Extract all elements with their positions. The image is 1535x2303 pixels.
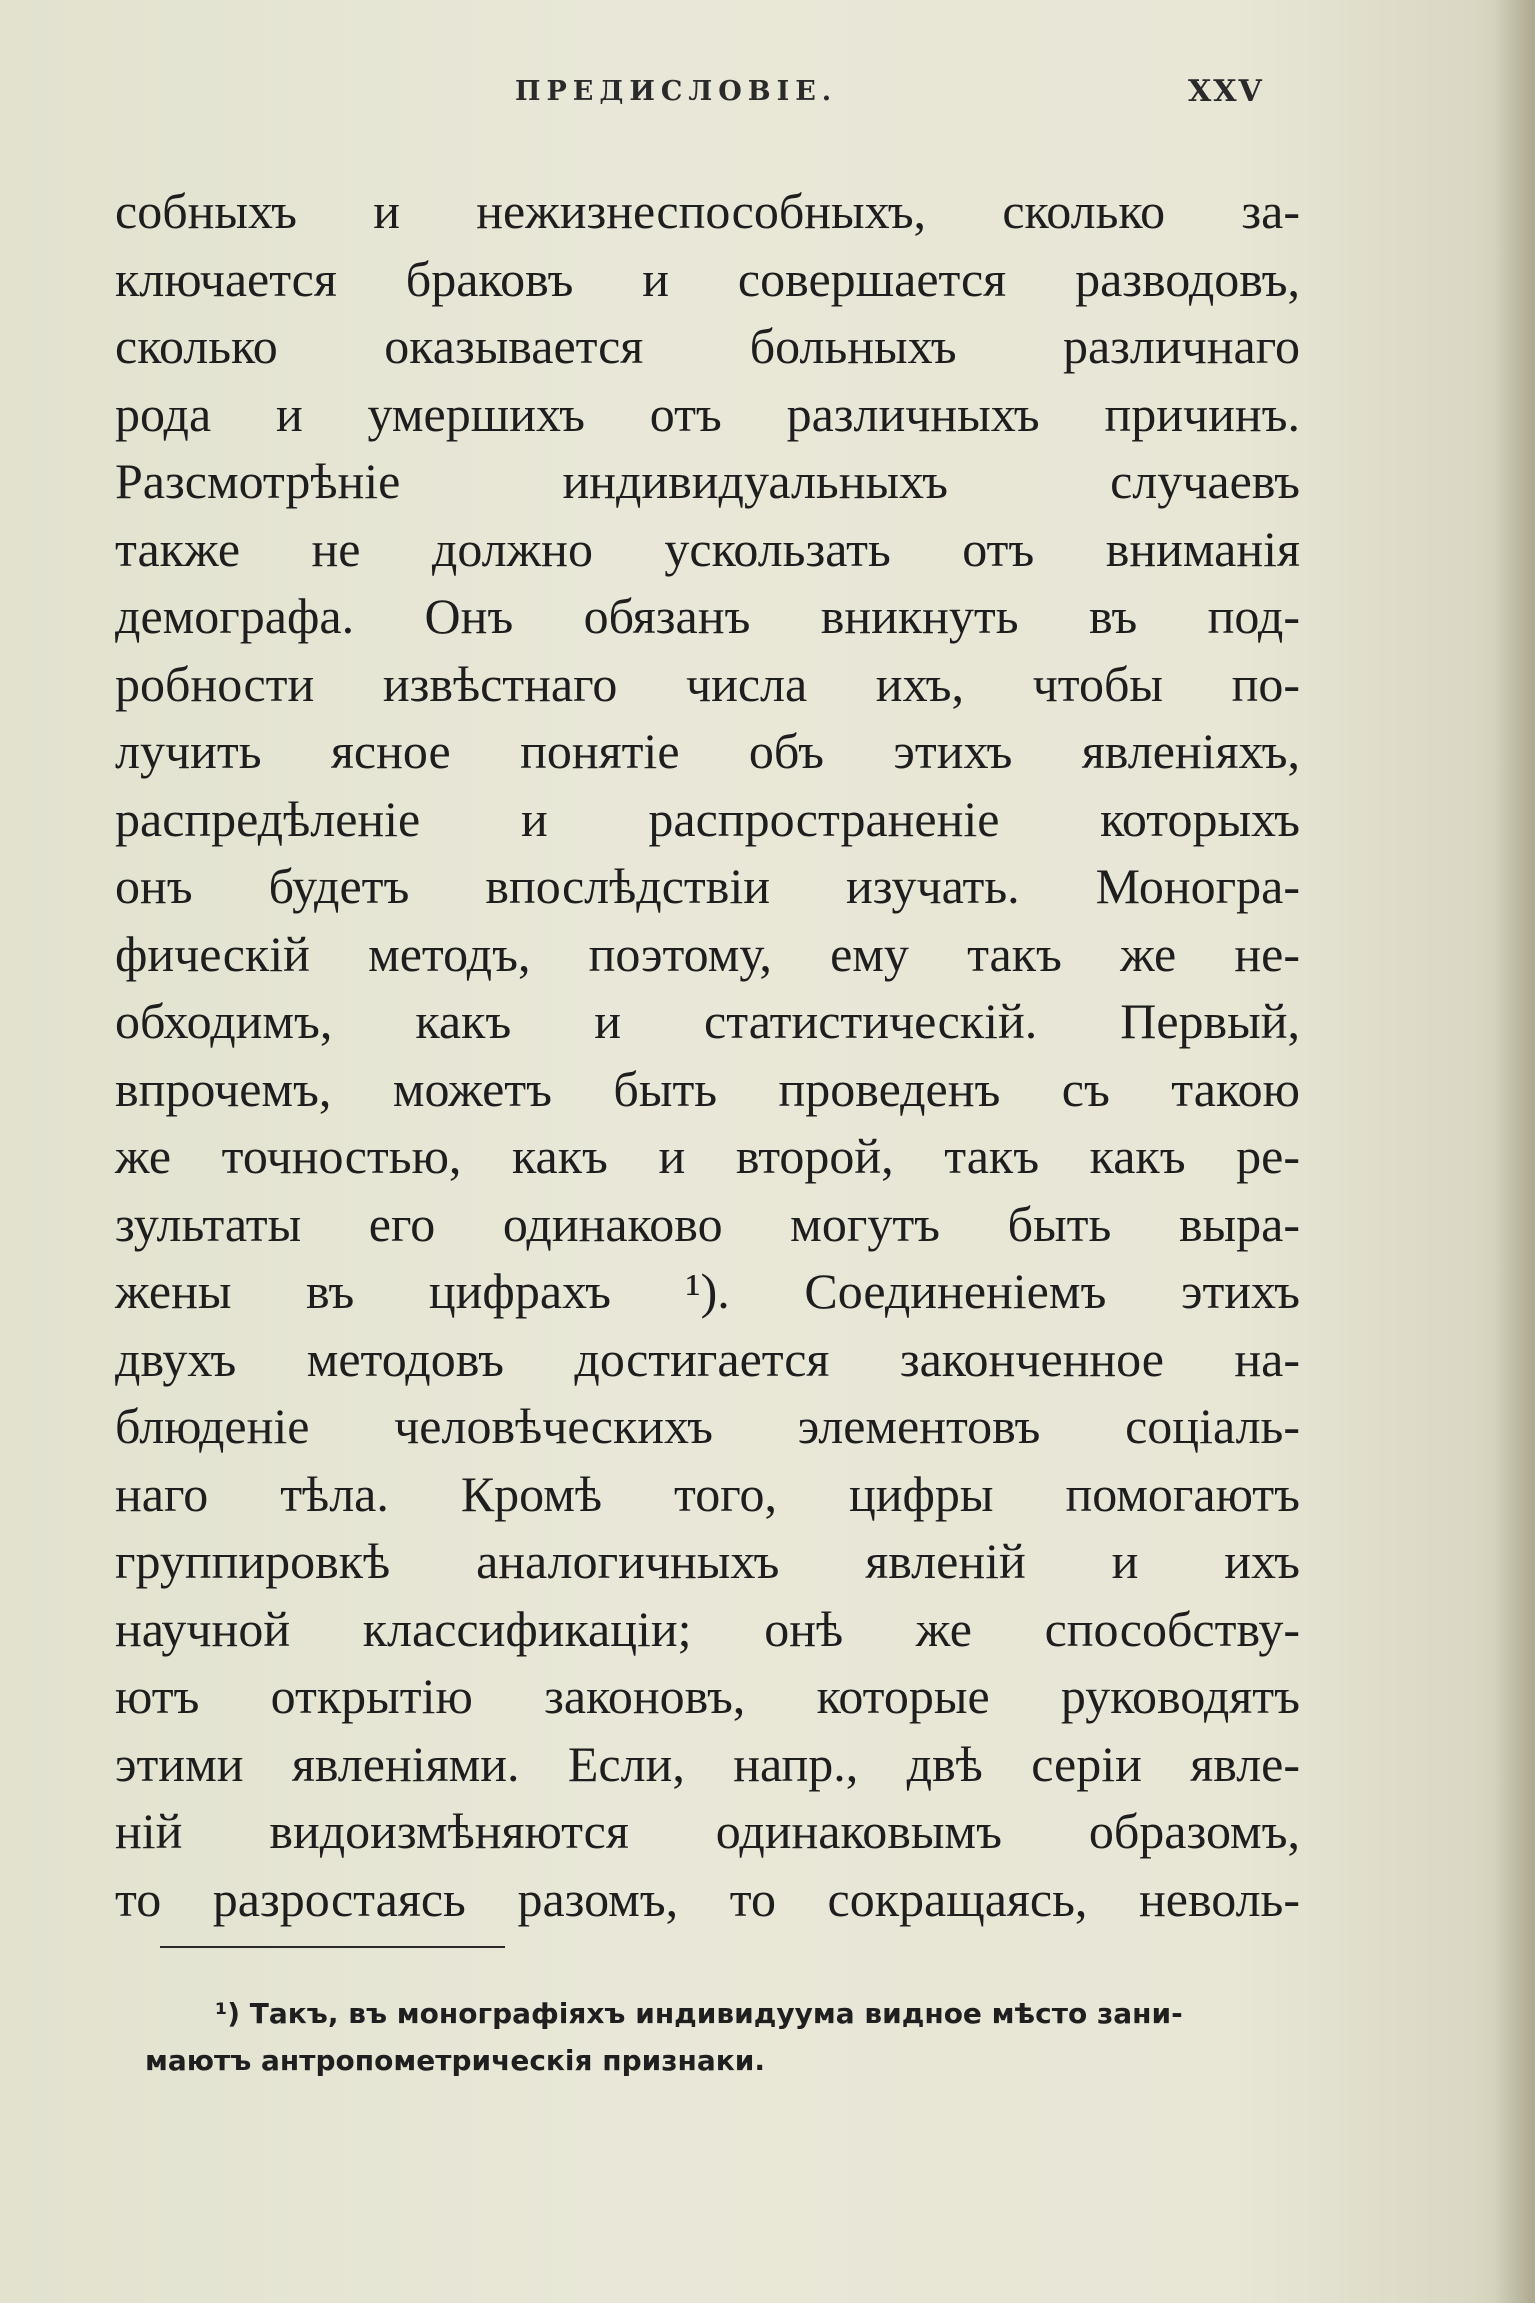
text-line: фическій методъ, поэтому, ему такъ же не- xyxy=(115,925,1300,982)
text-line: онъ будетъ впослѣдствіи изучать. Моногра- xyxy=(115,858,1300,914)
footnote-rule xyxy=(160,1946,505,1948)
text-line: же точностью, какъ и второй, такъ какъ ре- xyxy=(115,1128,1300,1184)
text-line: группировкѣ аналогичныхъ явленій и ихъ xyxy=(115,1533,1300,1589)
text-line: этими явленіями. Если, напр., двѣ серіи явле- xyxy=(115,1735,1300,1792)
text-line: распредѣленіе и распространеніе которыхъ xyxy=(115,790,1300,847)
text-line: впрочемъ, можетъ быть проведенъ съ такою xyxy=(115,1060,1300,1117)
footnote-line: ¹) Такъ, въ монографіяхъ индивидуума видное мѣсто зани- xyxy=(215,1997,1183,2030)
text-line: сколько оказывается больныхъ различнаго xyxy=(115,318,1300,374)
text-line: блюденіе человѣческихъ элементовъ соціаль- xyxy=(115,1398,1300,1454)
text-line: жены въ цифрахъ ¹). Соединеніемъ этихъ xyxy=(115,1263,1300,1319)
text-line: также не должно ускользать отъ вниманія xyxy=(115,520,1300,577)
text-line: научной классификаціи; онѣ же способству- xyxy=(115,1600,1300,1657)
text-line: лучить ясное понятіе объ этихъ явленіяхъ, xyxy=(115,723,1300,779)
body-text xyxy=(115,178,1300,1933)
text-line: ній видоизмѣняются одинаковымъ образомъ, xyxy=(115,1803,1300,1859)
text-line: робности извѣстнаго числа ихъ, чтобы по- xyxy=(115,655,1300,712)
page-edge-shadow xyxy=(1495,0,1535,2303)
text-line: наго тѣла. Кромѣ того, цифры помогаютъ xyxy=(115,1465,1300,1522)
text-line: двухъ методовъ достигается законченное на- xyxy=(115,1330,1300,1387)
text-line: собныхъ и нежизнеспособныхъ, сколько за- xyxy=(115,183,1300,239)
text-line: рода и умершихъ отъ различныхъ причинъ. xyxy=(115,385,1300,442)
running-head-title: ПРЕДИСЛОВІЕ. xyxy=(515,76,838,107)
text-line: ютъ открытію законовъ, которые руководятъ xyxy=(115,1668,1300,1724)
footnote xyxy=(145,1990,1320,2084)
text-line: Разсмотрѣніе индивидуальныхъ случаевъ xyxy=(115,453,1300,509)
text-line: то разростаясь разомъ, то сокращаясь, неволь- xyxy=(115,1870,1300,1927)
text-line: ключается браковъ и совершается разводовъ, xyxy=(115,250,1300,307)
text-line: демографа. Онъ обязанъ вникнуть въ под- xyxy=(115,588,1300,644)
footnote-line: маютъ антропометрическія признаки. xyxy=(145,2044,766,2077)
page-number: XXV xyxy=(1188,74,1264,109)
text-line: зультаты его одинаково могутъ быть выра- xyxy=(115,1195,1300,1252)
running-head xyxy=(0,76,1535,116)
text-line: обходимъ, какъ и статистическій. Первый, xyxy=(115,993,1300,1049)
